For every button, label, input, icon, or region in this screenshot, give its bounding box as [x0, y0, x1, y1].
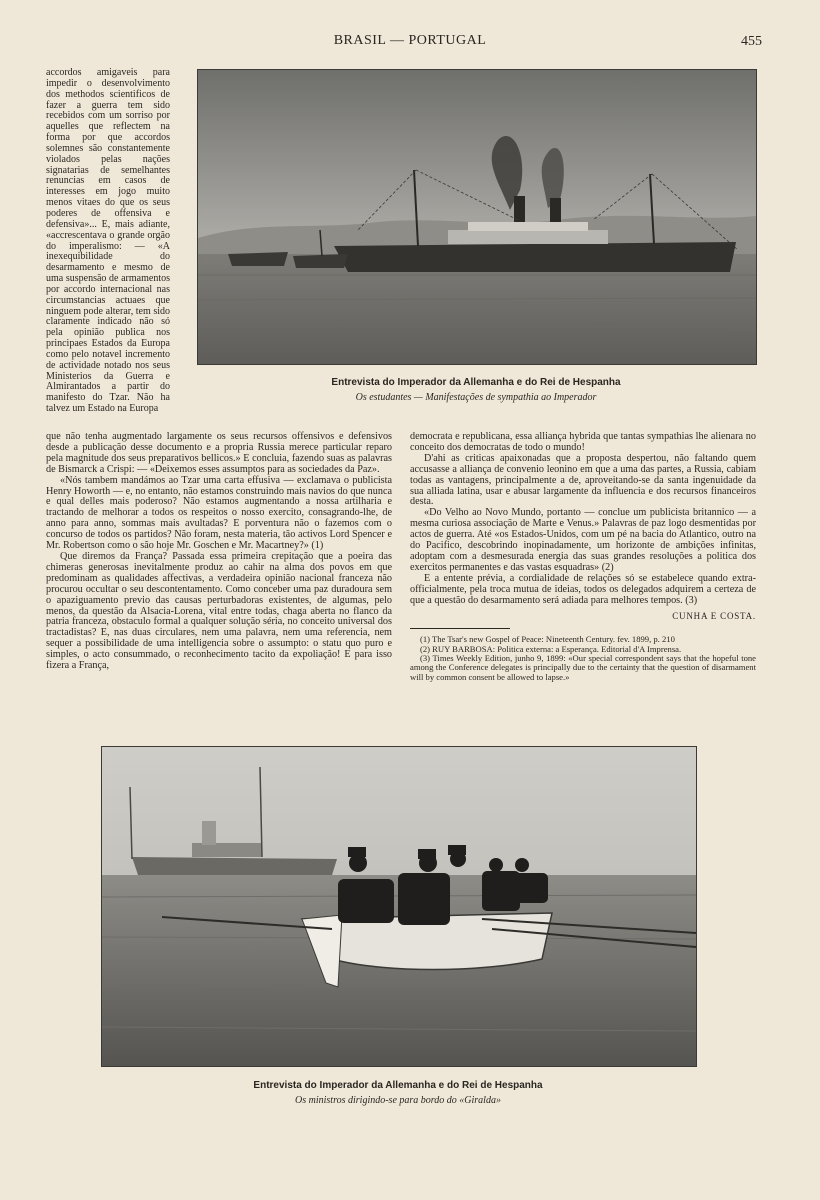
footnotes [410, 635, 756, 681]
paragraph: Que diremos da França? Passada essa primeira crepitação que a poeira das chimeras generosas inevitalmente produz ao cahir na alma dos povos em que predominam as qualidades affectivas, a verdadeira opinião nacional franceza não procurou occultar o seu descontentamento. Como conceber uma paz duradoura sem o apaziguamento previo das causas perturbadoras existentes, de algumas, pelo menos, da questão da Alsacia-Lorena, vital entre todas, chaga aberta no flanco da patria franceza, obstaculo formal a qualquer solução séria, no conceito universal dos tractadistas? E, nas duas circulares, nem uma palavra, nem uma referencia, nem sequer a possibilidade de uma intelligencia sobre o assumpto: o statu quo puro e simples, o acto consummado, o reconhecimento tacito da expoliação! E para isso fizera a França, [46, 550, 392, 672]
paragraph: E a entente prévia, a cordialidade de relações só se estabelece quando extra-officialmente, pela troca mutua de ideias, todos os delegados adquirem a certeza de que a questão do desarmamento será adiada para melhores tempos. (3) [410, 572, 756, 606]
bottom-photo-caption-subtitle: Os ministros dirigindo-se para bordo do «Giralda» [295, 1095, 501, 1106]
top-photo-ships-harbor [197, 69, 757, 365]
harbor-scene-image [198, 70, 756, 364]
footnote: (2) RUY BARBOSA: Politica externa: a Esperança. Editorial d'A Imprensa. [420, 643, 682, 654]
narrow-column [46, 68, 170, 415]
running-head: BRASIL — PORTUGAL [333, 33, 487, 48]
left-column [46, 432, 392, 672]
page-number: 455 [741, 34, 762, 49]
top-photo-caption-title: Entrevista do Imperador da Allemanha e do Rei de Hespanha [331, 377, 621, 388]
right-column [410, 432, 756, 682]
bottom-photo-rowing-boat [101, 746, 697, 1067]
paragraph: D'ahi as criticas apaixonadas que a proposta despertou, não faltando quem accusasse a alliança de convenio leonino em que a uma das partes, a Russia, cabiam todas as vantagens, principalmente a de, aproveitando-se da santa ingenuidade da sua alliada latina, usar e abusar largamente da influencia e dos recursos financeiros desta. [410, 452, 756, 508]
paragraph: democrata e republicana, essa alliança hybrida que tantas sympathias lhe alienara no conceito dos democratas de todo o mundo! [410, 431, 756, 453]
paragraph: «Do Velho ao Novo Mundo, portanto — conclue um publicista britannico — a mesma curiosa associação de Marte e Venus.» Palavras de paz logo desmentidas por actos de guerra. Até «os Estados-Unidos, com um pé na bacia do Atlantico, outro na do Pacifico, descobrindo inopinadamente, um horizonte de ambições infinitas, adoptam com a desmesurada energia das suas grandes resoluções a politica dos exercitos permanentes e das vastas esquadras» (2) [410, 507, 756, 573]
paragraph: «Nós tambem mandámos ao Tzar uma carta effusiva — exclamava o publicista Henry Howorth — e, no entanto, não estamos construindo mais navios do que nunca e qual delles mais poderoso? Não estamos augmentando a nossa artilharia e tractando de melhorar a todos os respeitos o nosso exercito, consagrando-lhe, de anno para anno, sommas mais avultadas? E porventura não o fazemos com o concurso de todos os partidos? Não foram, nesta materia, tão activos Lord Spencer e Mr. Robertson como o são hoje Mr. Goschen e Mr. Macartney?» (1) [46, 474, 392, 552]
bottom-photo-caption-title: Entrevista do Imperador da Allemanha e do Rei de Hespanha [253, 1080, 543, 1091]
footnote-divider [410, 628, 510, 629]
rowing-boat-image [102, 747, 696, 1066]
author-signature: CUNHA E COSTA. [672, 610, 756, 621]
paragraph: que não tenha augmentado largamente os seus recursos offensivos e defensivos desde a publicação desse documento e a propria Russia merece particular reparo pela magnitude dos seus preparativos bellicos.» E concluia, fazendo suas as palavras de Bismarck a Crispi: — «Deixemos esses assumptos para as sociedades da Paz». [46, 431, 392, 475]
narrow-column-text: accordos amigaveis para impedir o desenvolvimento dos methodos scientificos de fazer a guerra tem sido recebidos com um sorriso por aquelles que reflectem na forma por que accordos solemnes são constantemente violados pelas nações signatarias de semelhantes renuncias em casos de interesses em jogo muito menos vitaes do que os seus poderes de offensiva e defensiva»... E, mais adiante, «accrescentava o grande orgão do imperalismo: — «A inexequibilidade do desarmamento e mesmo de uma suspensão de armamentos por accordo internacional nas circumstancias actuaes que ninguem pode alterar, tem sido claramente indicado não só pela opinião publica nos principaes Estados da Europa como pelo notavel incremento de actividade notado nos seus Ministerios da Guerra e Almirantados a partir do manifesto do Tzar. Não ha talvez um Estado na Europa [46, 67, 170, 415]
footnote: (3) Times Weekly Edition, junho 9, 1899: «Our special correspondent says that the hopeful tone among the Conference delegates is principally due to the certainty that the question of disarmament will by common consent be allowed to lapse.» [410, 653, 756, 682]
top-photo-caption-subtitle: Os estudantes — Manifestações de sympathia ao Imperador [355, 392, 597, 403]
footnote: (1) The Tsar's new Gospel of Peace: Nineteenth Century. fev. 1899, p. 210 [420, 634, 675, 645]
